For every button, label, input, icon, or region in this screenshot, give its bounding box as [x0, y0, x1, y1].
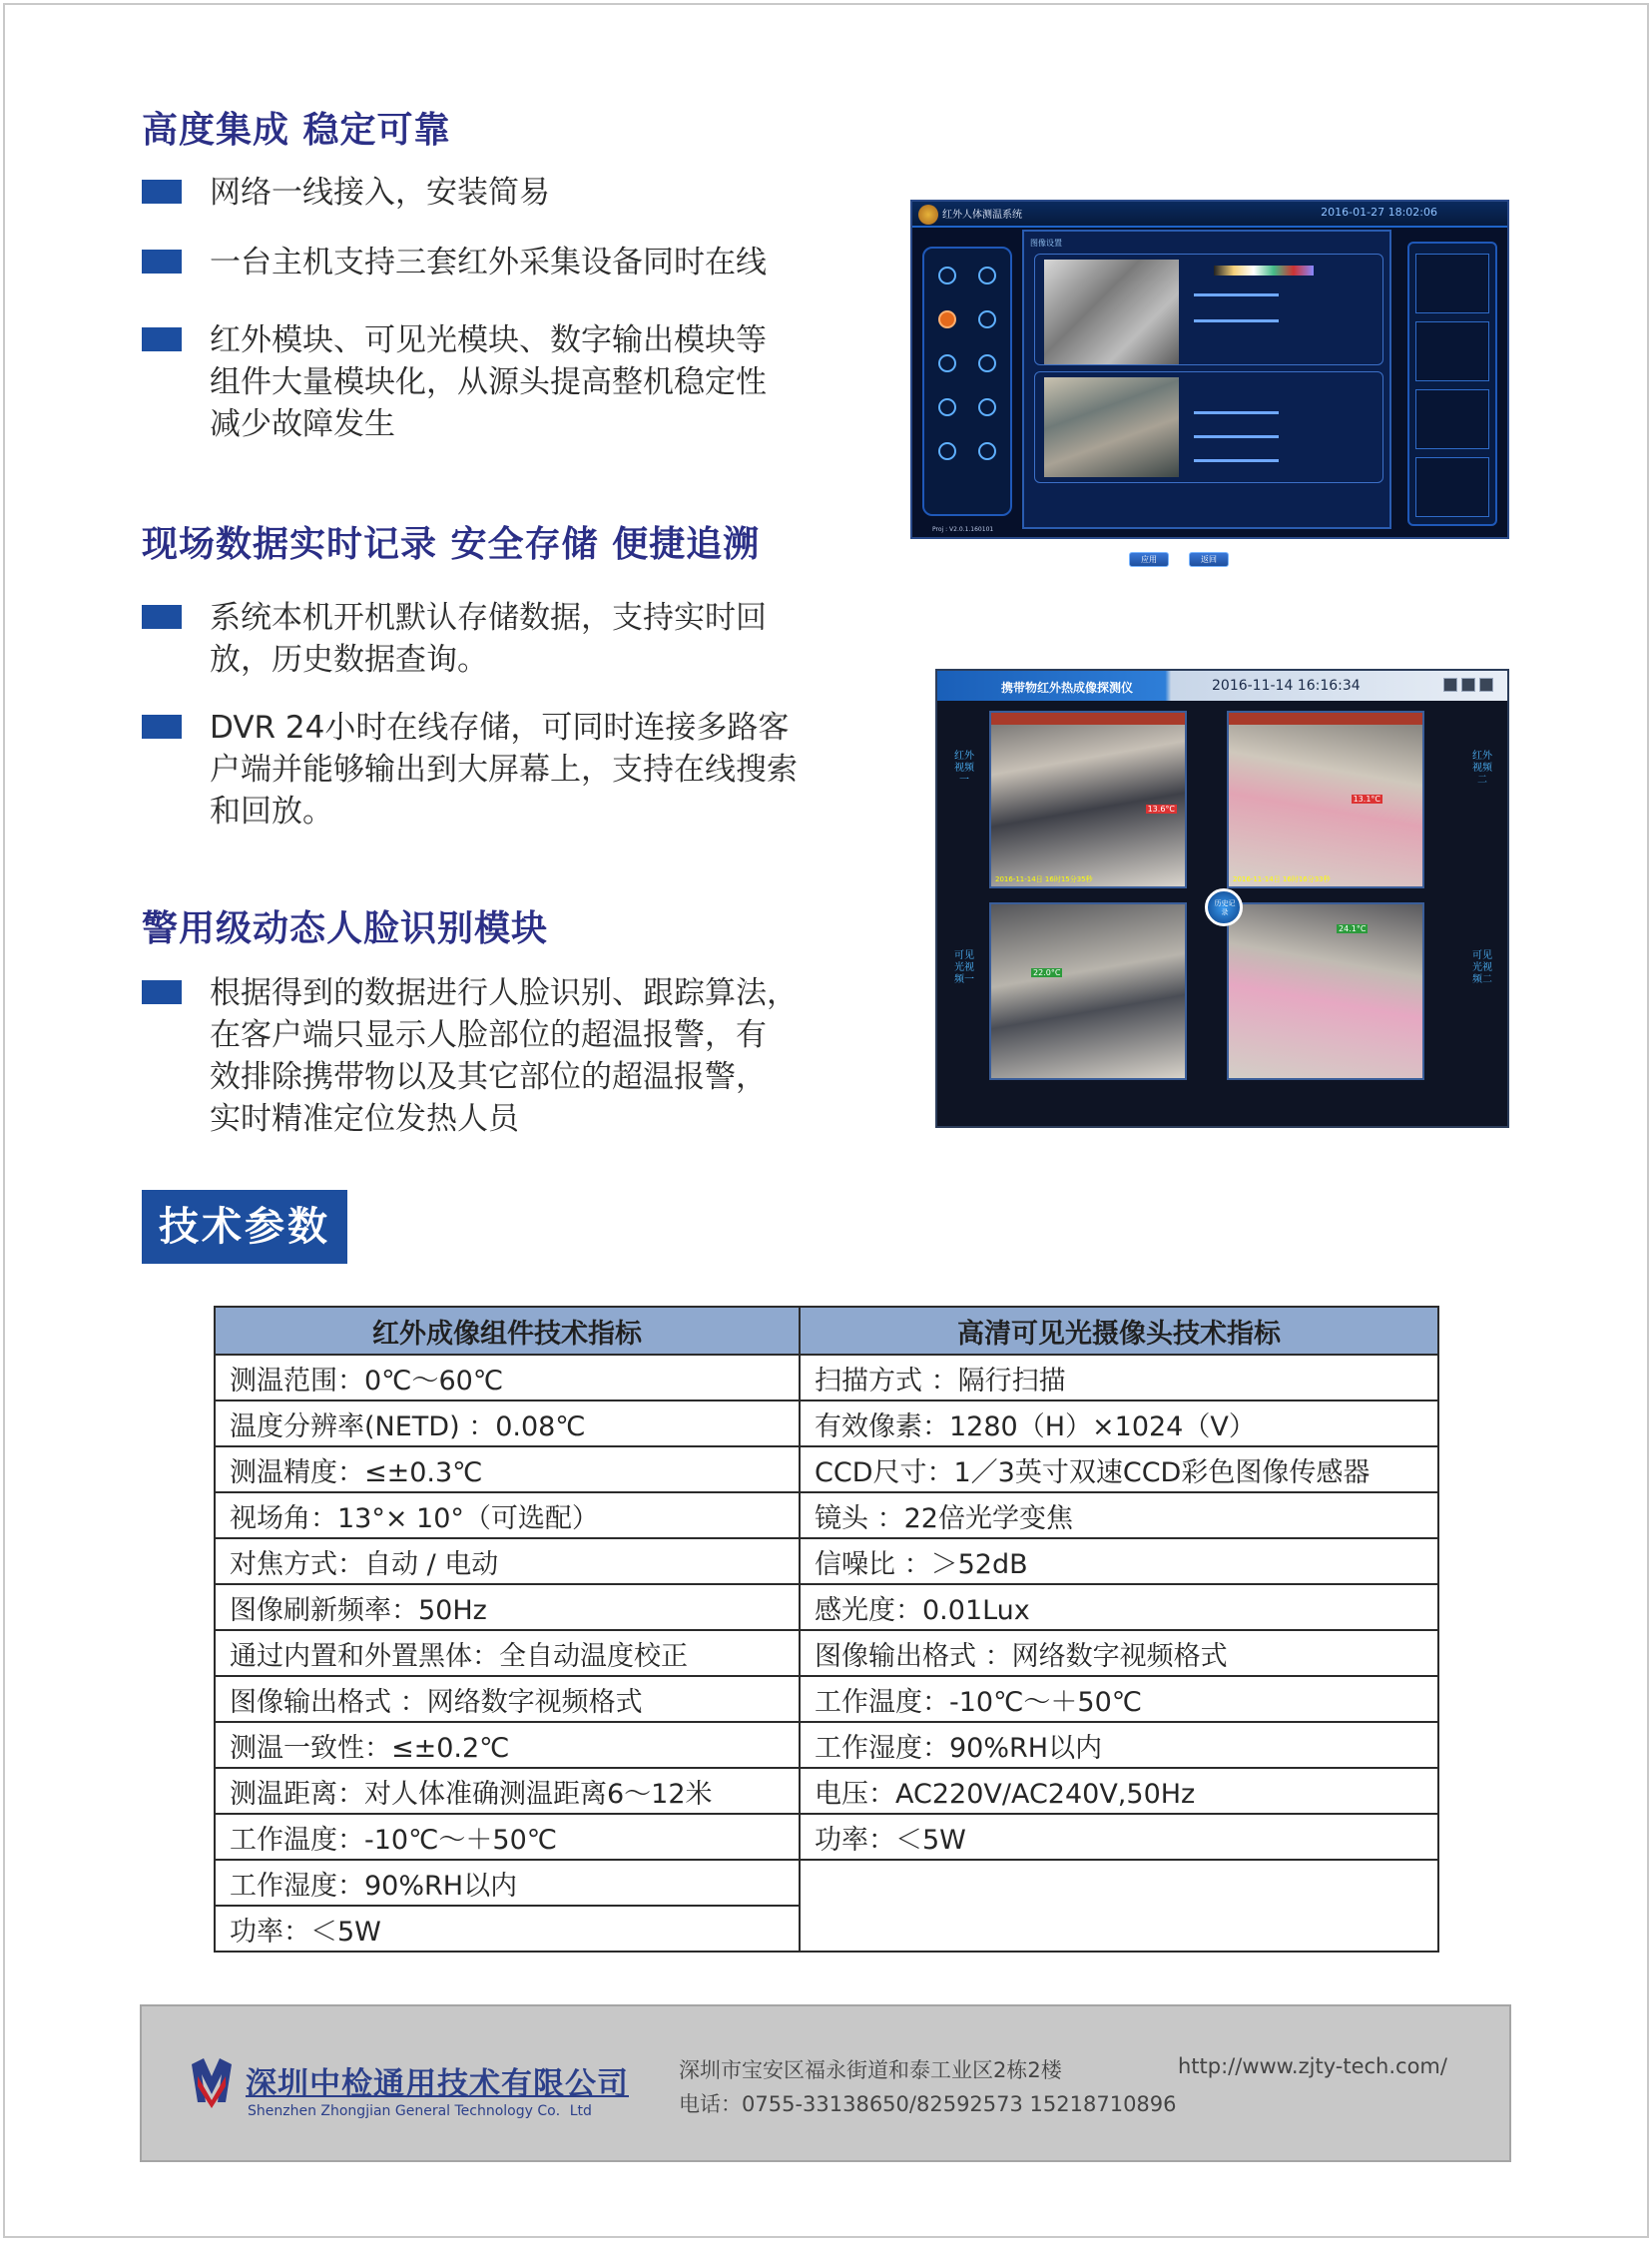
table-cell: 对焦方式：自动 / 电动	[215, 1538, 800, 1584]
section-integration	[142, 102, 451, 153]
config-icon	[938, 354, 956, 372]
right-bottom-label: 可见光视频二	[1472, 950, 1492, 985]
preview-panel	[1407, 242, 1497, 526]
table-row	[215, 1355, 1438, 1401]
contrast-slider	[1194, 319, 1279, 322]
network-icon	[938, 267, 956, 284]
section-face-recognition	[142, 900, 548, 951]
visible-brightness-slider	[1194, 411, 1279, 414]
table-cell: 测温距离：对人体准确测温距离6～12米	[215, 1768, 800, 1814]
table-cell: 工作湿度：90%RH以内	[800, 1722, 1438, 1768]
left-bottom-label: 可见光视频一	[954, 950, 974, 985]
history-record-button	[1205, 888, 1243, 926]
camera-view	[1227, 902, 1424, 1080]
camera-icon	[978, 267, 996, 284]
preview-slot	[1415, 321, 1489, 381]
temperature-tag: 13.6°C	[1147, 805, 1175, 814]
table-row	[215, 1446, 1438, 1492]
bullet-marker	[142, 715, 182, 739]
table-cell: 工作温度：-10℃～＋50℃	[800, 1676, 1438, 1722]
bullet-marker	[142, 250, 182, 274]
monitor-datetime: 2016-11-14 16:16:34	[1212, 678, 1361, 694]
version-label: Proj : V2.0.1.160101	[932, 526, 994, 533]
alarm-icon	[978, 310, 996, 328]
app-datetime: 2016-01-27 18:02:06	[1321, 206, 1437, 219]
carrying-detector-screenshot	[935, 669, 1509, 1128]
table-row	[215, 1860, 1438, 1906]
bullet-marker	[142, 327, 182, 351]
bullet-item	[142, 242, 828, 283]
bullet-item	[142, 972, 828, 1140]
visible-spec-header: 高清可见光摄像头技术指标	[800, 1307, 1438, 1355]
table-cell	[800, 1860, 1438, 1952]
menu-icon	[1443, 678, 1457, 692]
system-icon	[938, 398, 956, 416]
table-cell: 功率：＜5W	[215, 1906, 800, 1952]
panel-title: 图像设置	[1030, 239, 1062, 248]
section-recording	[142, 516, 760, 567]
company-address: 深圳市宝安区福永街道和泰工业区2栋2楼	[679, 2058, 1062, 2082]
color-palette	[1214, 266, 1314, 276]
bullet-text: 一台主机支持三套红外采集设备同时在线	[210, 245, 767, 280]
table-cell: CCD尺寸：1／3英寸双速CCD彩色图像传感器	[800, 1446, 1438, 1492]
bullet-text: DVR 24小时在线存储，可同时连接多路客 户端并能够输出到大屏幕上，支持在线搜索 和回放。	[210, 710, 798, 830]
minimize-icon	[1461, 678, 1475, 692]
section-title: 现场数据实时记录 安全存储 便捷追溯	[142, 524, 761, 565]
close-icon	[1479, 678, 1493, 692]
temperature-tag: 13.1°C	[1353, 795, 1380, 804]
table-row	[215, 1630, 1438, 1676]
image-icon	[938, 310, 956, 328]
camera-header	[1229, 713, 1422, 725]
thermal-preview	[1044, 260, 1179, 364]
lock-icon	[938, 442, 956, 460]
table-cell: 扫描方式 ：隔行扫描	[800, 1355, 1438, 1401]
more-icon	[978, 442, 996, 460]
app-logo-icon	[918, 205, 938, 225]
company-logo-icon	[190, 2056, 234, 2108]
bullet-item	[142, 319, 828, 445]
visible-preview	[1044, 377, 1179, 477]
table-cell: 有效像素：1280（H）×1024（V）	[800, 1401, 1438, 1446]
table-cell: 测温一致性：≤±0.2℃	[215, 1722, 800, 1768]
table-cell: 图像输出格式 ：网络数字视频格式	[800, 1630, 1438, 1676]
bullet-text: 根据得到的数据进行人脸识别、跟踪算法， 在客户端只显示人脸部位的超温报警，有 效排除携带物以及其它部位的超温报警， 实时精准定位发热人员	[210, 975, 798, 1137]
bullet-marker	[142, 980, 182, 1004]
infrared-settings-screenshot	[910, 200, 1509, 564]
saturation-slider	[1194, 459, 1279, 462]
table-cell: 电压：AC220V/AC240V,50Hz	[800, 1768, 1438, 1814]
table-cell: 功率：＜5W	[800, 1814, 1438, 1860]
bullet-marker	[142, 605, 182, 629]
company-footer	[140, 2004, 1511, 2162]
monitor-title: 携带物红外热成像探测仪	[1001, 681, 1134, 695]
table-header-row	[215, 1307, 1438, 1355]
table-row	[215, 1814, 1438, 1860]
preview-slot	[1415, 389, 1489, 449]
image-settings-panel	[1022, 230, 1391, 564]
table-row	[215, 1768, 1438, 1814]
preview-slot	[1415, 457, 1489, 517]
apply-button: 应用	[1129, 552, 1169, 567]
camera-view	[989, 902, 1187, 1080]
bullet-item	[142, 597, 828, 681]
table-row	[215, 1492, 1438, 1538]
monitor-titlebar	[937, 671, 1507, 701]
table-cell: 镜头 ：22倍光学变焦	[800, 1492, 1438, 1538]
table-cell: 感光度：0.01Lux	[800, 1584, 1438, 1630]
table-cell: 测温精度：≤±0.3℃	[215, 1446, 800, 1492]
spec-heading: 技术参数	[142, 1190, 347, 1264]
table-cell: 温度分辨率(NETD) ：0.08℃	[215, 1401, 800, 1446]
table-row	[215, 1722, 1438, 1768]
section-title: 警用级动态人脸识别模块	[142, 908, 549, 949]
section-title: 高度集成 稳定可靠	[142, 110, 451, 151]
left-top-label: 红外视频一	[954, 751, 974, 786]
company-website-link[interactable]: http://www.zjty-tech.com/	[1178, 2054, 1447, 2078]
right-top-label: 红外视频二	[1472, 751, 1492, 786]
device-icon	[978, 398, 996, 416]
bullet-text: 系统本机开机默认存储数据，支持实时回 放，历史数据查询。	[210, 600, 767, 678]
table-row	[215, 1676, 1438, 1722]
camera-header	[991, 713, 1185, 725]
table-cell: 工作湿度：90%RH以内	[215, 1860, 800, 1906]
table-cell: 信噪比 ：＞52dB	[800, 1538, 1438, 1584]
sound-icon	[978, 354, 996, 372]
table-row	[215, 1584, 1438, 1630]
back-button: 返回	[1189, 552, 1229, 567]
history-record-label: 历史记录	[1214, 899, 1236, 916]
bullet-marker	[142, 180, 182, 204]
camera-view	[989, 711, 1187, 888]
company-phone: 电话：0755-33138650/82592573 15218710896	[679, 2092, 1177, 2116]
bullet-text: 网络一线接入，安装简易	[210, 175, 550, 211]
table-cell: 图像刷新频率：50Hz	[215, 1584, 800, 1630]
company-name-en: Shenzhen Zhongjian General Technology Co．Ltd	[248, 2103, 592, 2119]
company-name-cn: 深圳中检通用技术有限公司	[246, 2066, 629, 2102]
table-cell: 测温范围：0℃～60℃	[215, 1355, 800, 1401]
app-title: 红外人体测温系统	[942, 210, 1022, 221]
table-cell: 工作温度：-10℃～＋50℃	[215, 1814, 800, 1860]
table-cell: 视场角：13°× 10°（可选配）	[215, 1492, 800, 1538]
table-cell: 图像输出格式 ：网络数字视频格式	[215, 1676, 800, 1722]
bullet-item	[142, 172, 828, 214]
function-panel	[922, 247, 1012, 516]
visible-contrast-slider	[1194, 435, 1279, 438]
temperature-tag: 24.1°C	[1339, 924, 1367, 933]
bullet-item	[142, 707, 828, 833]
app-topbar	[912, 202, 1507, 228]
temperature-tag: 22.0°C	[1033, 968, 1061, 977]
brightness-slider	[1194, 293, 1279, 296]
table-cell: 通过内置和外置黑体：全自动温度校正	[215, 1630, 800, 1676]
camera-timestamp: 2016-11-14日 16时16分33秒	[1233, 875, 1331, 883]
table-row	[215, 1538, 1438, 1584]
infrared-spec-header: 红外成像组件技术指标	[215, 1307, 800, 1355]
spec-table	[214, 1306, 1439, 1953]
camera-timestamp: 2016-11-14日 16时15分35秒	[995, 875, 1093, 883]
table-row	[215, 1401, 1438, 1446]
preview-slot	[1415, 254, 1489, 313]
bullet-text: 红外模块、可见光模块、数字输出模块等 组件大量模块化，从源头提高整机稳定性 减少故障发生	[210, 322, 767, 442]
camera-view	[1227, 711, 1424, 888]
